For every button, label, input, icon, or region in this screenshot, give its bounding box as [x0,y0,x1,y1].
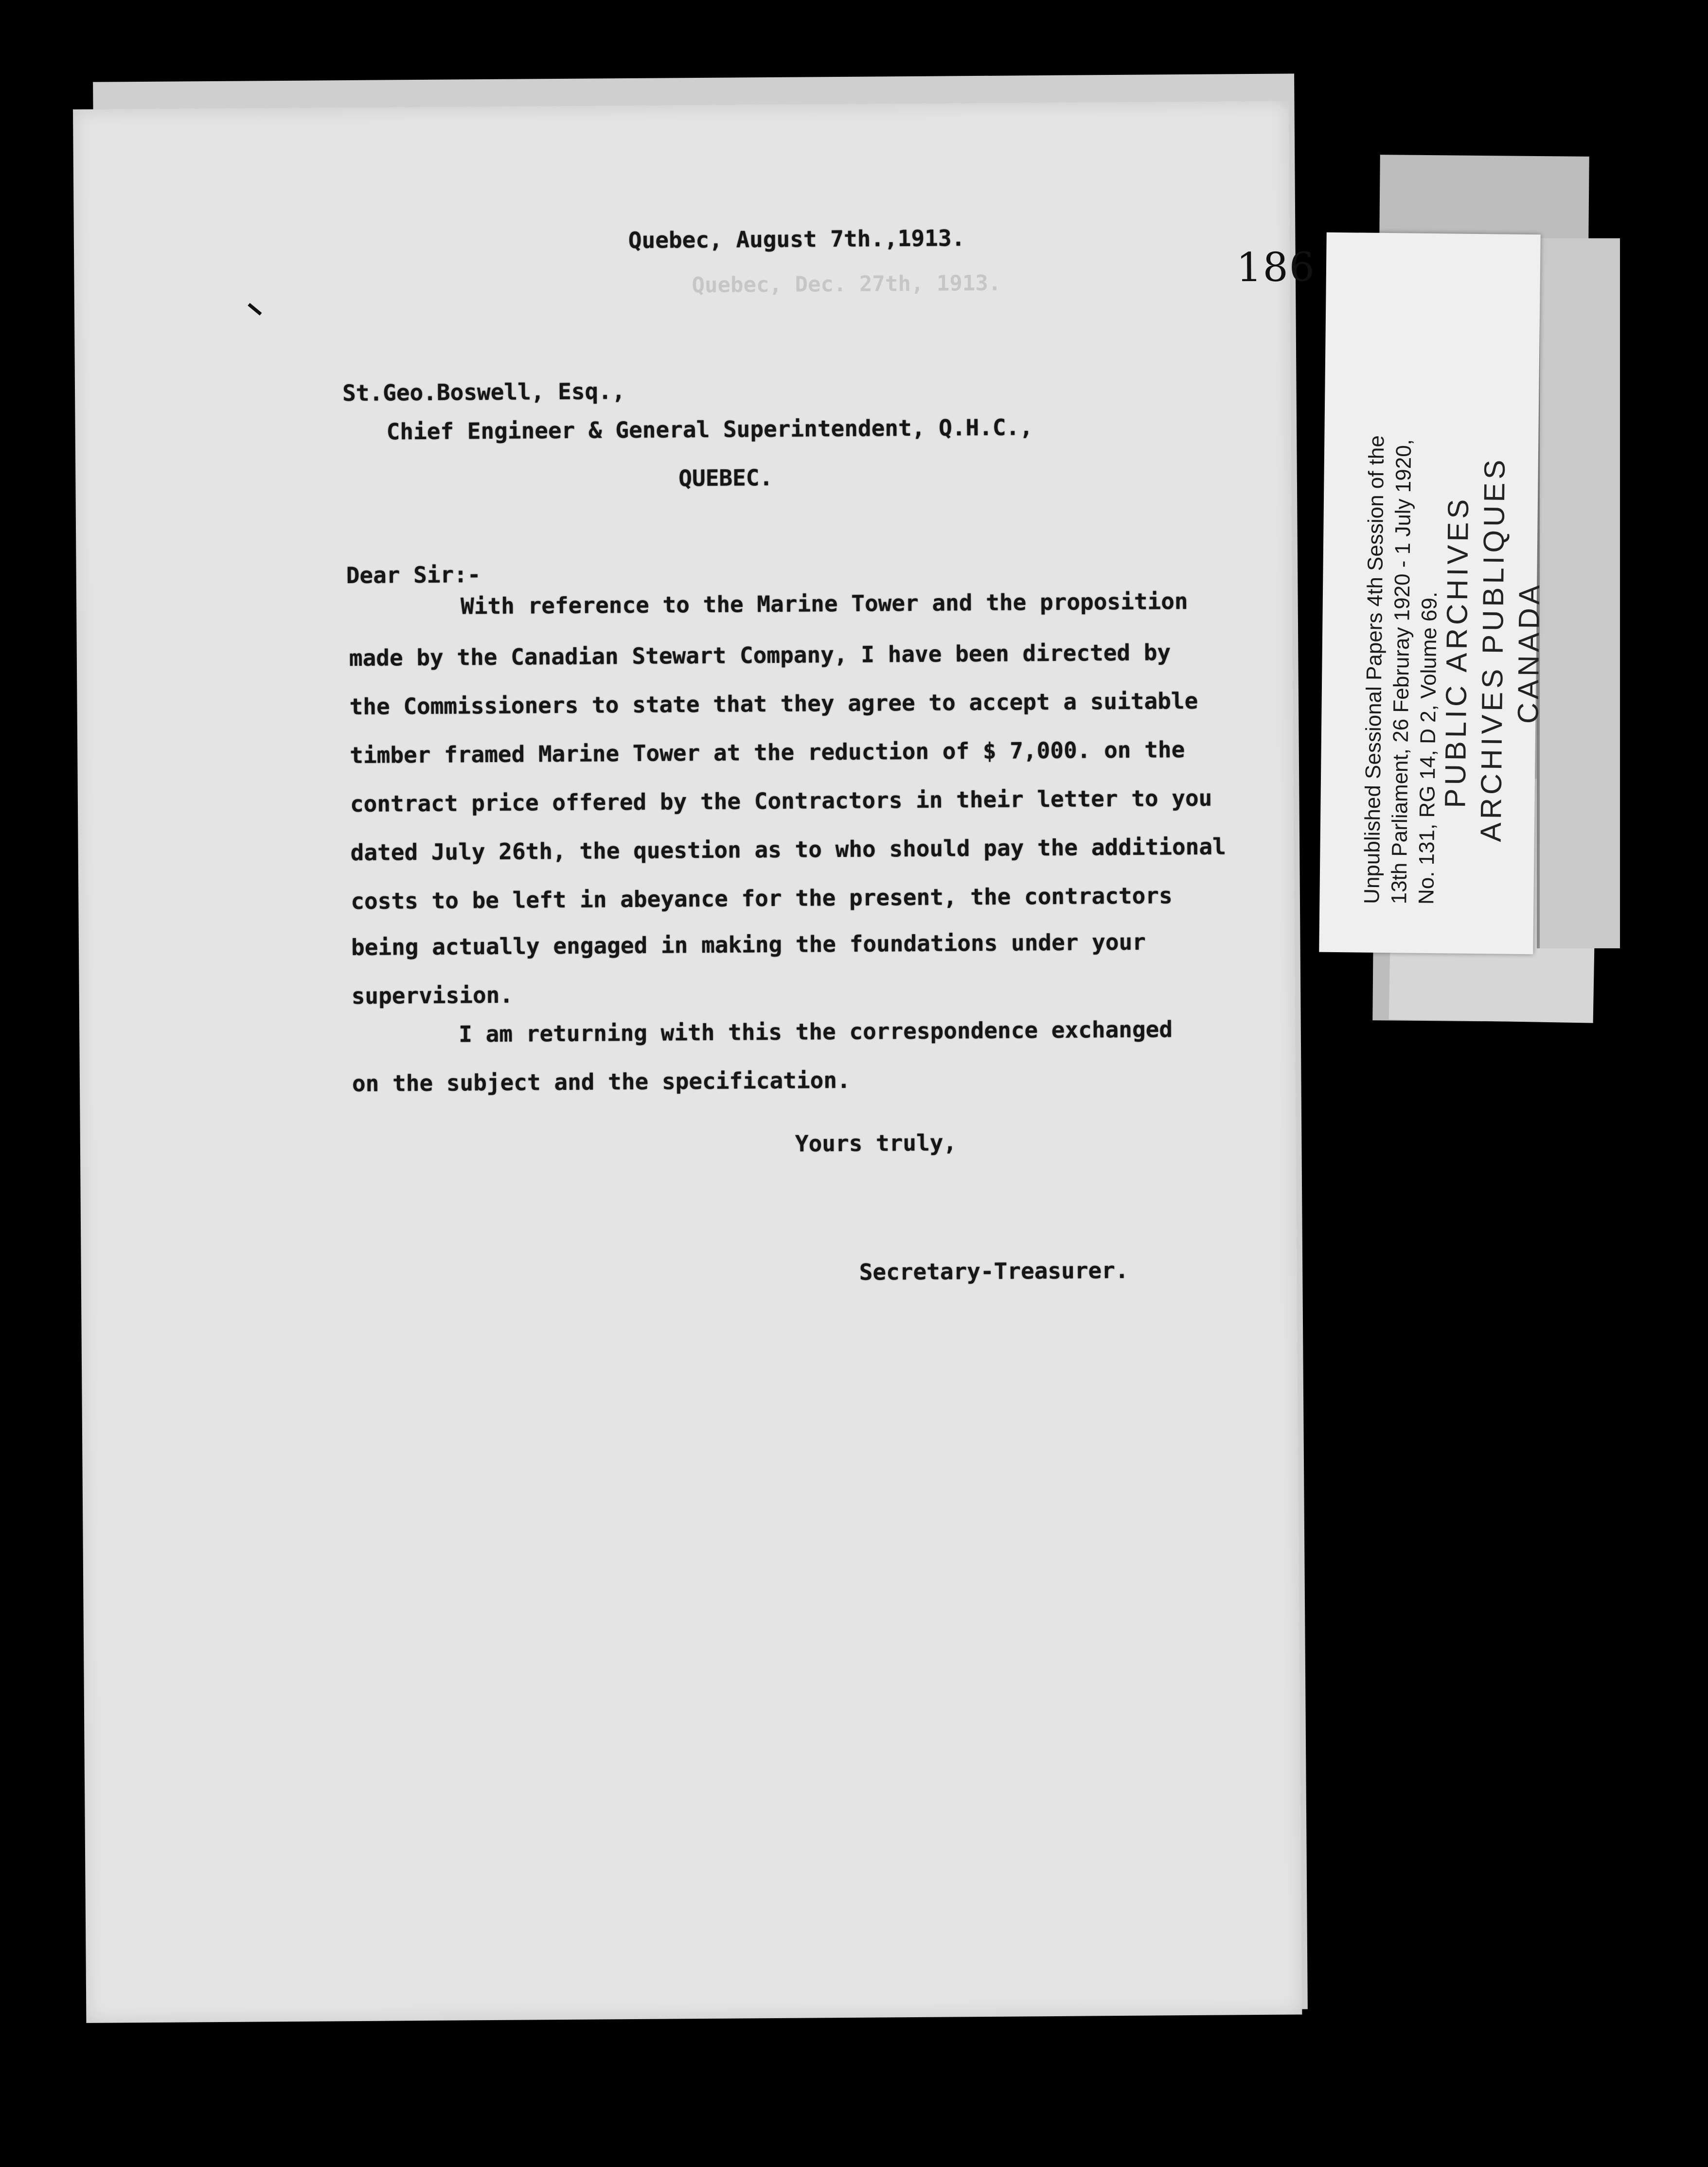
archive-citation [1358,435,1445,905]
signature-title: Secretary-Treasurer. [859,1257,1129,1285]
body-line: being actually engaged in making the foundations under your [351,928,1146,961]
body-line: I am returning with this the correspondence exchanged [459,1016,1173,1048]
body-line: made by the Canadian Stewart Company, I have been directed by [349,639,1171,672]
page-number: 186 [1236,244,1316,291]
faint-bleedthrough-date: Quebec, Dec. 27th, 1913. [692,270,1001,298]
citation-line: Unpublished Sessional Papers 4th Session of the [1360,435,1389,905]
body-line: contract price offered by the Contractors in their letter to you [350,784,1212,817]
recipient-city: QUEBEC. [678,464,773,492]
letter-date: Quebec, August 7th.,1913. [628,225,965,254]
body-line: timber framed Marine Tower at the reduction of $ 7,000. on the [350,736,1185,769]
body-line: With reference to the Marine Tower and the proposition [460,588,1188,620]
stamp-line: ARCHIVES PUBLIQUES [1474,456,1511,842]
citation-line: 13th Parliament, 26 Februray 1920 - 1 July 1920, [1387,439,1416,905]
archive-stamp [1437,456,1549,842]
citation-line: No. 131, RG 14, D 2, Volume 69. [1414,591,1442,905]
body-line: costs to be left in abeyance for the present, the contractors [351,882,1173,915]
stamp-line: PUBLIC ARCHIVES [1439,496,1475,808]
archive-label [1319,232,1546,955]
tag-strip [1537,238,1620,948]
closing: Yours truly, [795,1129,957,1157]
body-line: dated July 26th, the question as to who should pay the additional [350,833,1226,866]
pencil-mark [248,303,262,316]
letter-sheet [73,101,1316,2023]
salutation: Dear Sir:- [346,561,481,589]
body-line: on the subject and the specification. [352,1066,851,1097]
recipient-title: Chief Engineer & General Superintendent, Q.H.C., [386,414,1033,445]
body-line: the Commissioners to state that they agree to accept a suitable [349,687,1198,720]
stamp-line: CANADA [1512,581,1546,724]
body-line: supervision. [351,981,514,1010]
recipient-name: St.Geo.Boswell, Esq., [342,378,625,407]
